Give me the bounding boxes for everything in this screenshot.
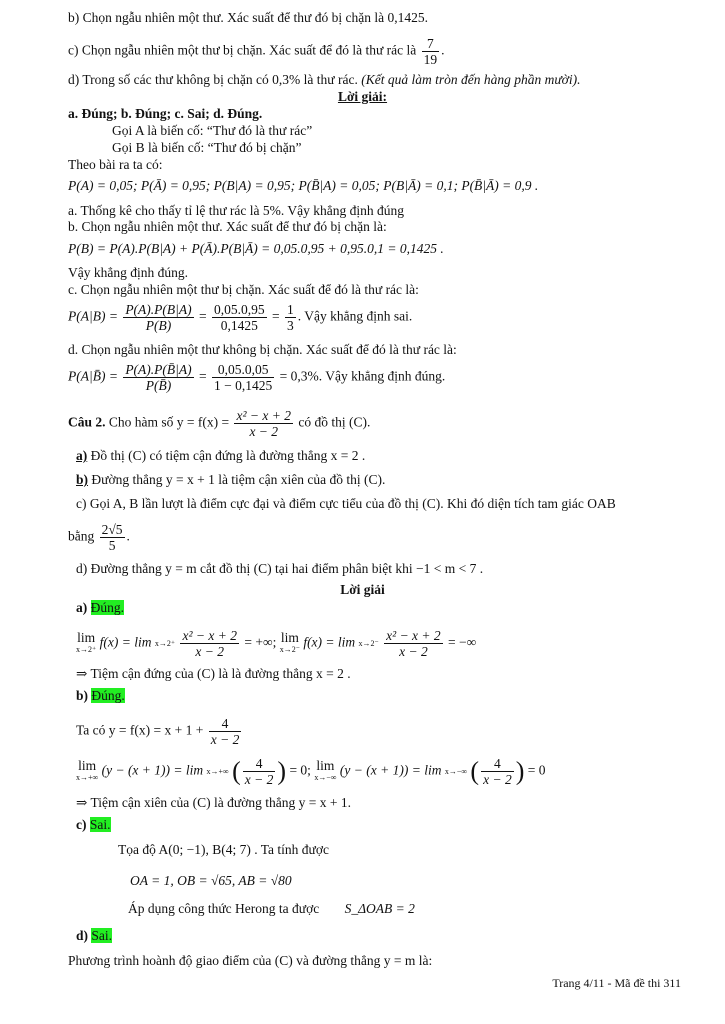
- p2-sol-b-header: b) Đúng.: [76, 688, 125, 703]
- p2-statement-b: b) Đường thẳng y = x + 1 là tiệm cận xiên của đồ thị (C).: [76, 472, 386, 487]
- p2-sol-b-limits: lim x→+∞ (y − (x + 1)) = lim x→+∞ ( $\frac{4}{x - 2}$ ) = 0; lim x→−∞ (y − (x + 1)) = lim x→−∞ ( $\frac{4}{x - 2}$ ) = 0: [76, 756, 546, 787]
- p1-event-b: Gọi B là biến cố: “Thư đó bị chặn”: [112, 140, 302, 155]
- p2-sol-c-lengths: OA = 1, OB = √65, AB = √80: [130, 873, 292, 888]
- incorrect-badge: Sai.: [91, 928, 113, 943]
- p2-statement-c2: bằng $\frac{2√5}{5}$ .: [68, 522, 130, 553]
- p1-c-text: c. Chọn ngẫu nhiên một thư bị chặn. Xác suất để đó là thư rác là:: [68, 282, 419, 297]
- p2-sol-a-conclusion: ⇒ Tiệm cận đứng của (C) là là đường thẳng x = 2 .: [76, 666, 351, 681]
- p1-statement-d: d) Trong số các thư không bị chặn có 0,3% là thư rác. (Kết quả làm tròn đến hàng phần mười).: [68, 72, 581, 87]
- p1-b-formula: P(B) = P(A).P(B|A) + P(Ā).P(B|Ā) = 0,05.0,95 + 0,95.0,1 = 0,1425 .: [68, 241, 444, 256]
- correct-badge: Đúng.: [90, 600, 124, 615]
- p1-b-text: b. Chọn ngẫu nhiên một thư. Xác suất để thư đó bị chặn là:: [68, 219, 387, 234]
- p2-statement-d: d) Đường thẳng y = m cắt đồ thị (C) tại hai điểm phân biệt khi −1 < m < 7 .: [76, 561, 484, 576]
- p1-b-conclusion: Vậy khẳng định đúng.: [68, 265, 188, 280]
- p2-solution-title: Lời giải: [340, 582, 385, 597]
- p1-c-formula: P(A|B) = $\frac{P(A).P(B|A)}{P(B)}$ = $\frac{0,05.0,95}{0,1425}$ = $\frac{1}{3}$ . Vậy khẳng định sai.: [68, 302, 413, 333]
- p2-sol-b-conclusion: ⇒ Tiệm cận xiên của (C) là đường thẳng y = x + 1.: [76, 795, 351, 810]
- p2-sol-c-header: c) Sai.: [76, 817, 111, 832]
- p1-d-text: d. Chọn ngẫu nhiên một thư không bị chặn. Xác suất để đó là thư rác là:: [68, 342, 457, 357]
- p1-given: Theo bài ra ta có:: [68, 157, 163, 172]
- p2-statement-c: c) Gọi A, B lần lượt là điểm cực đại và điểm cực tiểu của đồ thị (C). Khi đó diện tích tam giác OAB: [76, 496, 616, 511]
- p1-event-a: Gọi A là biến cố: “Thư đó là thư rác”: [112, 123, 313, 138]
- p1-statement-b: b) Chọn ngẫu nhiên một thư. Xác suất để thư đó bị chặn là 0,1425.: [68, 10, 428, 25]
- p2-sol-d-header: d) Sai.: [76, 928, 113, 943]
- p1-d-formula: P(A|B̄) = $\frac{P(A).P(B̄|A)}{P(B̄)}$ = $\frac{0,05.0,05}{1 - 0,1425}$ = 0,3%. Vậy khẳng định đúng.: [68, 362, 446, 393]
- correct-badge: Đúng.: [91, 688, 125, 703]
- p2-intro: Câu 2. Cho hàm số y = f(x) = $\frac{\text{x² − x + 2}}{x - 2}$ có đồ thị (C).: [68, 408, 371, 439]
- p2-sol-c-coords: Tọa độ A(0; −1), B(4; 7) . Ta tính được: [118, 842, 329, 857]
- p1-probabilities: P(A) = 0,05; P(Ā) = 0,95; P(B|A) = 0,95; P(B̄|A) = 0,05; P(B|Ā) = 0,1; P(B̄|Ā) = 0,9 .: [68, 178, 539, 193]
- p2-statement-a: a) Đồ thị (C) có tiệm cận đứng là đường thẳng x = 2 .: [76, 448, 366, 463]
- p1-answer: a. Đúng; b. Đúng; c. Sai; d. Đúng.: [68, 106, 263, 121]
- p2-sol-d-text: Phương trình hoành độ giao điểm của (C) và đường thẳng y = m là:: [68, 953, 433, 968]
- p2-sol-b-taco: Ta có y = f(x) = x + 1 + $\frac{4}{x - 2}$: [76, 716, 240, 747]
- p1-statement-c: c) Chọn ngẫu nhiên một thư bị chặn. Xác suất để đó là thư rác là $\frac{7}{19}$ .: [68, 36, 445, 67]
- incorrect-badge: Sai.: [89, 817, 111, 832]
- p2-sol-c-heron: Áp dụng công thức Herong ta được S_ΔOAB = 2: [128, 901, 415, 916]
- page-footer: Trang 4/11 - Mã đề thi 311: [552, 976, 681, 990]
- p1-a-text: a. Thống kê cho thấy tỉ lệ thư rác là 5%. Vậy khẳng định đúng: [68, 203, 404, 218]
- p2-sol-a-limits: lim x→2⁺ f(x) = lim x→2⁺ $\frac{\text{x² − x + 2}}{x - 2}$ = +∞; lim x→2⁻ f(x) = lim x→2⁻ $\frac{\text{x² − x + 2}}{x - 2}$ = −∞: [76, 628, 477, 659]
- p1-c-fraction: $\frac{7}{19}$: [423, 36, 438, 67]
- p2-sol-a-header: a) Đúng.: [76, 600, 124, 615]
- p1-solution-title: Lời giải:: [337, 89, 388, 104]
